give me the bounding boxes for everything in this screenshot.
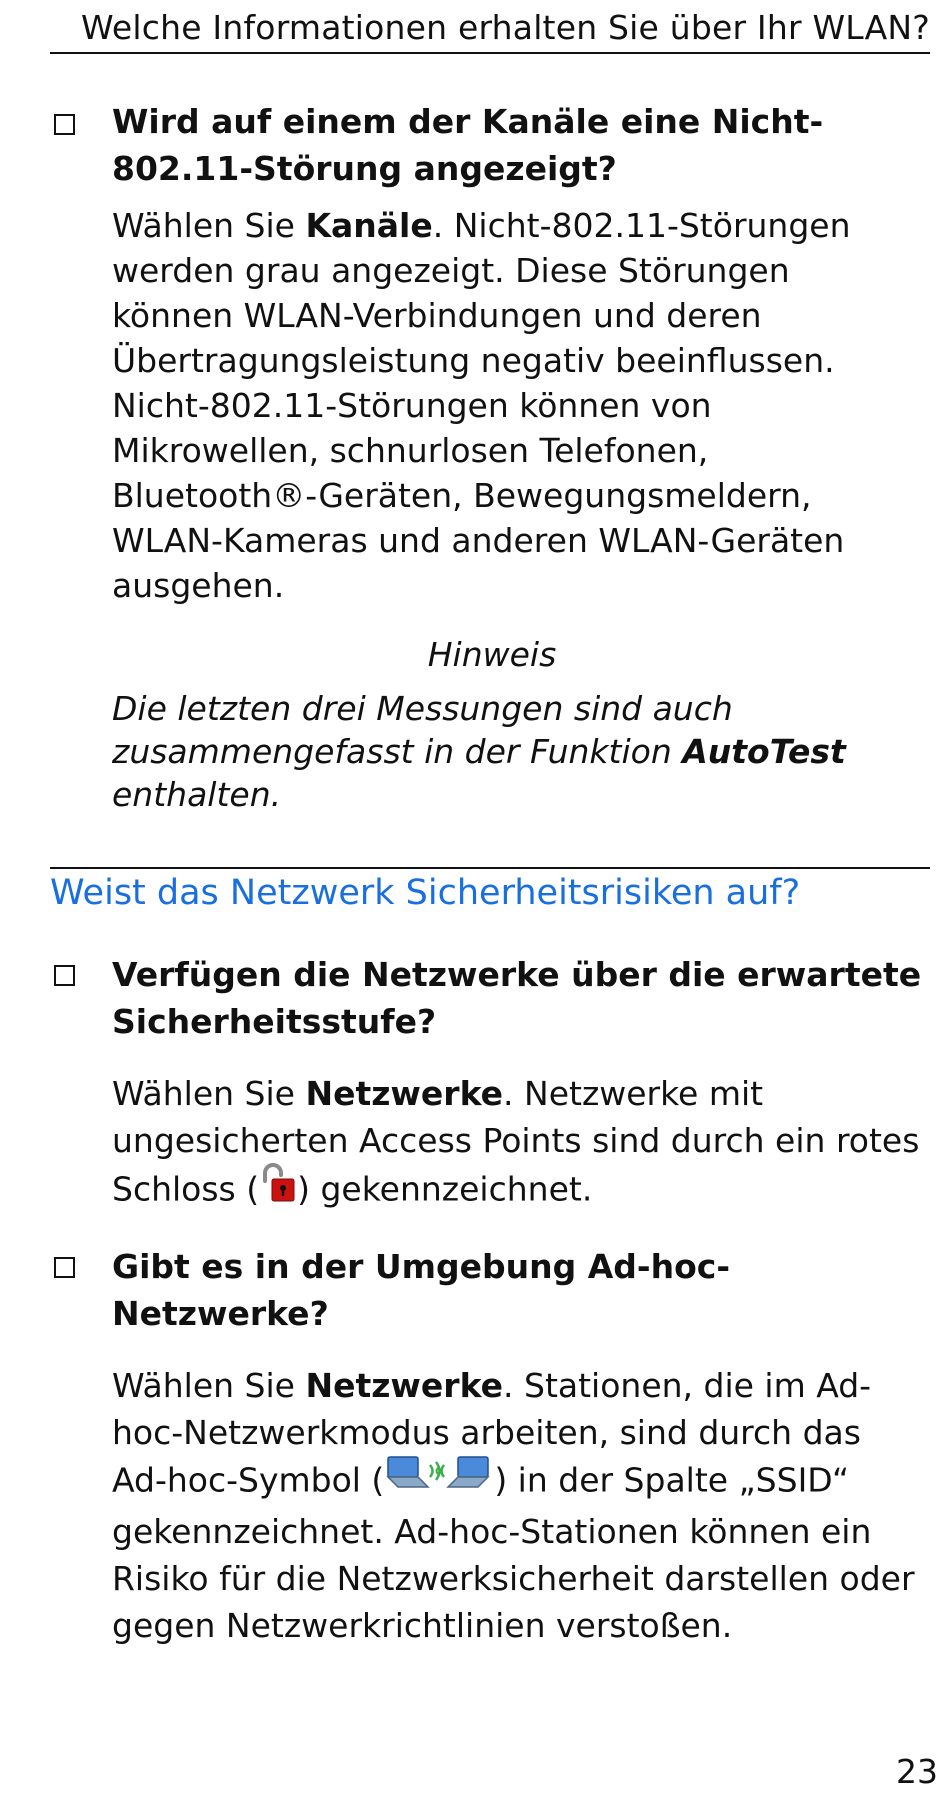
paragraph-line: Mikrowellen, schnurlosen Telefonen, xyxy=(112,431,709,470)
note-title: Hinweis xyxy=(427,635,557,674)
paragraph-line: gekennzeichnet. Ad-hoc-Stationen können ein xyxy=(112,1512,872,1551)
text: . Stationen, die im Ad- xyxy=(503,1366,872,1405)
paragraph-line: Risiko für die Netzwerksicherheit darstellen oder xyxy=(112,1559,915,1598)
note-line: enthalten. xyxy=(112,775,282,814)
paragraph-line xyxy=(112,1362,942,1409)
text: Wählen Sie xyxy=(112,1366,306,1405)
checkbox-icon xyxy=(54,965,75,986)
question-line: Gibt es in der Umgebung Ad-hoc- xyxy=(112,1247,731,1286)
question-line: Sicherheitsstufe? xyxy=(112,1002,437,1041)
note-line xyxy=(112,730,912,773)
ui-term-autotest: AutoTest xyxy=(682,732,846,771)
question-line: Verfügen die Netzwerke über die erwartete xyxy=(112,955,922,994)
text: . Netzwerke mit xyxy=(503,1074,764,1113)
text: Wählen Sie xyxy=(112,206,306,245)
adhoc-laptops-icon xyxy=(384,1453,494,1505)
paragraph-line xyxy=(112,203,942,248)
answer-paragraph-ad-hoc xyxy=(112,1362,942,1649)
paragraph-line: Übertragungsleistung negativ beeinflussen. xyxy=(112,341,835,380)
ui-term-netzwerke: Netzwerke xyxy=(305,1074,504,1113)
paragraph-line: Bluetooth®-Geräten, Bewegungsmeldern, xyxy=(112,476,812,515)
question-line: 802.11-Störung angezeigt? xyxy=(112,149,617,188)
text: Schloss ( xyxy=(112,1169,260,1209)
text: ) in der Spalte „SSID“ xyxy=(494,1460,850,1500)
text: ) gekennzeichnet. xyxy=(297,1169,593,1209)
note-body xyxy=(112,687,912,816)
paragraph-line xyxy=(112,1164,942,1218)
paragraph-line: gegen Netzwerkrichtlinien verstoßen. xyxy=(112,1606,733,1645)
question-ad-hoc-netzwerke xyxy=(112,1243,932,1337)
paragraph-line: werden grau angezeigt. Diese Störungen xyxy=(112,251,790,290)
page-header: Welche Informationen erhalten Sie über Ihr WLAN? xyxy=(50,4,930,54)
text: . Nicht-802.11-Störungen xyxy=(432,206,851,245)
answer-paragraph-sicherheitsstufe xyxy=(112,1070,942,1218)
question-nicht-80211-stoerung xyxy=(112,98,932,192)
text: Wählen Sie xyxy=(112,1074,306,1113)
paragraph-line: hoc-Netzwerkmodus arbeiten, sind durch das xyxy=(112,1413,861,1452)
checkbox-icon xyxy=(54,114,75,135)
paragraph-line: ausgehen. xyxy=(112,566,285,605)
text: Ad-hoc-Symbol ( xyxy=(112,1460,385,1500)
question-sicherheitsstufe xyxy=(112,951,932,1045)
paragraph-line: ungesicherten Access Points sind durch ein rotes xyxy=(112,1121,920,1160)
ui-term-kanaele: Kanäle xyxy=(305,206,433,245)
checkbox-icon xyxy=(54,1257,75,1278)
paragraph-line: Nicht-802.11-Störungen können von xyxy=(112,386,712,425)
note-line: Die letzten drei Messungen sind auch xyxy=(112,689,733,728)
answer-paragraph-kanaele xyxy=(112,203,942,608)
text: zusammengefasst in der Funktion xyxy=(112,732,683,771)
paragraph-line: WLAN-Kameras und anderen WLAN-Geräten xyxy=(112,521,845,560)
page-number: 23 xyxy=(896,1752,938,1791)
unlocked-padlock-icon xyxy=(259,1161,297,1215)
question-line: Wird auf einem der Kanäle eine Nicht- xyxy=(112,102,824,141)
paragraph-line: können WLAN-Verbindungen und deren xyxy=(112,296,762,335)
paragraph-line xyxy=(112,1456,942,1508)
question-line: Netzwerke? xyxy=(112,1294,329,1333)
ui-term-netzwerke: Netzwerke xyxy=(305,1366,504,1405)
paragraph-line xyxy=(112,1070,942,1117)
section-title: Weist das Netzwerk Sicherheitsrisiken auf? xyxy=(50,873,801,913)
